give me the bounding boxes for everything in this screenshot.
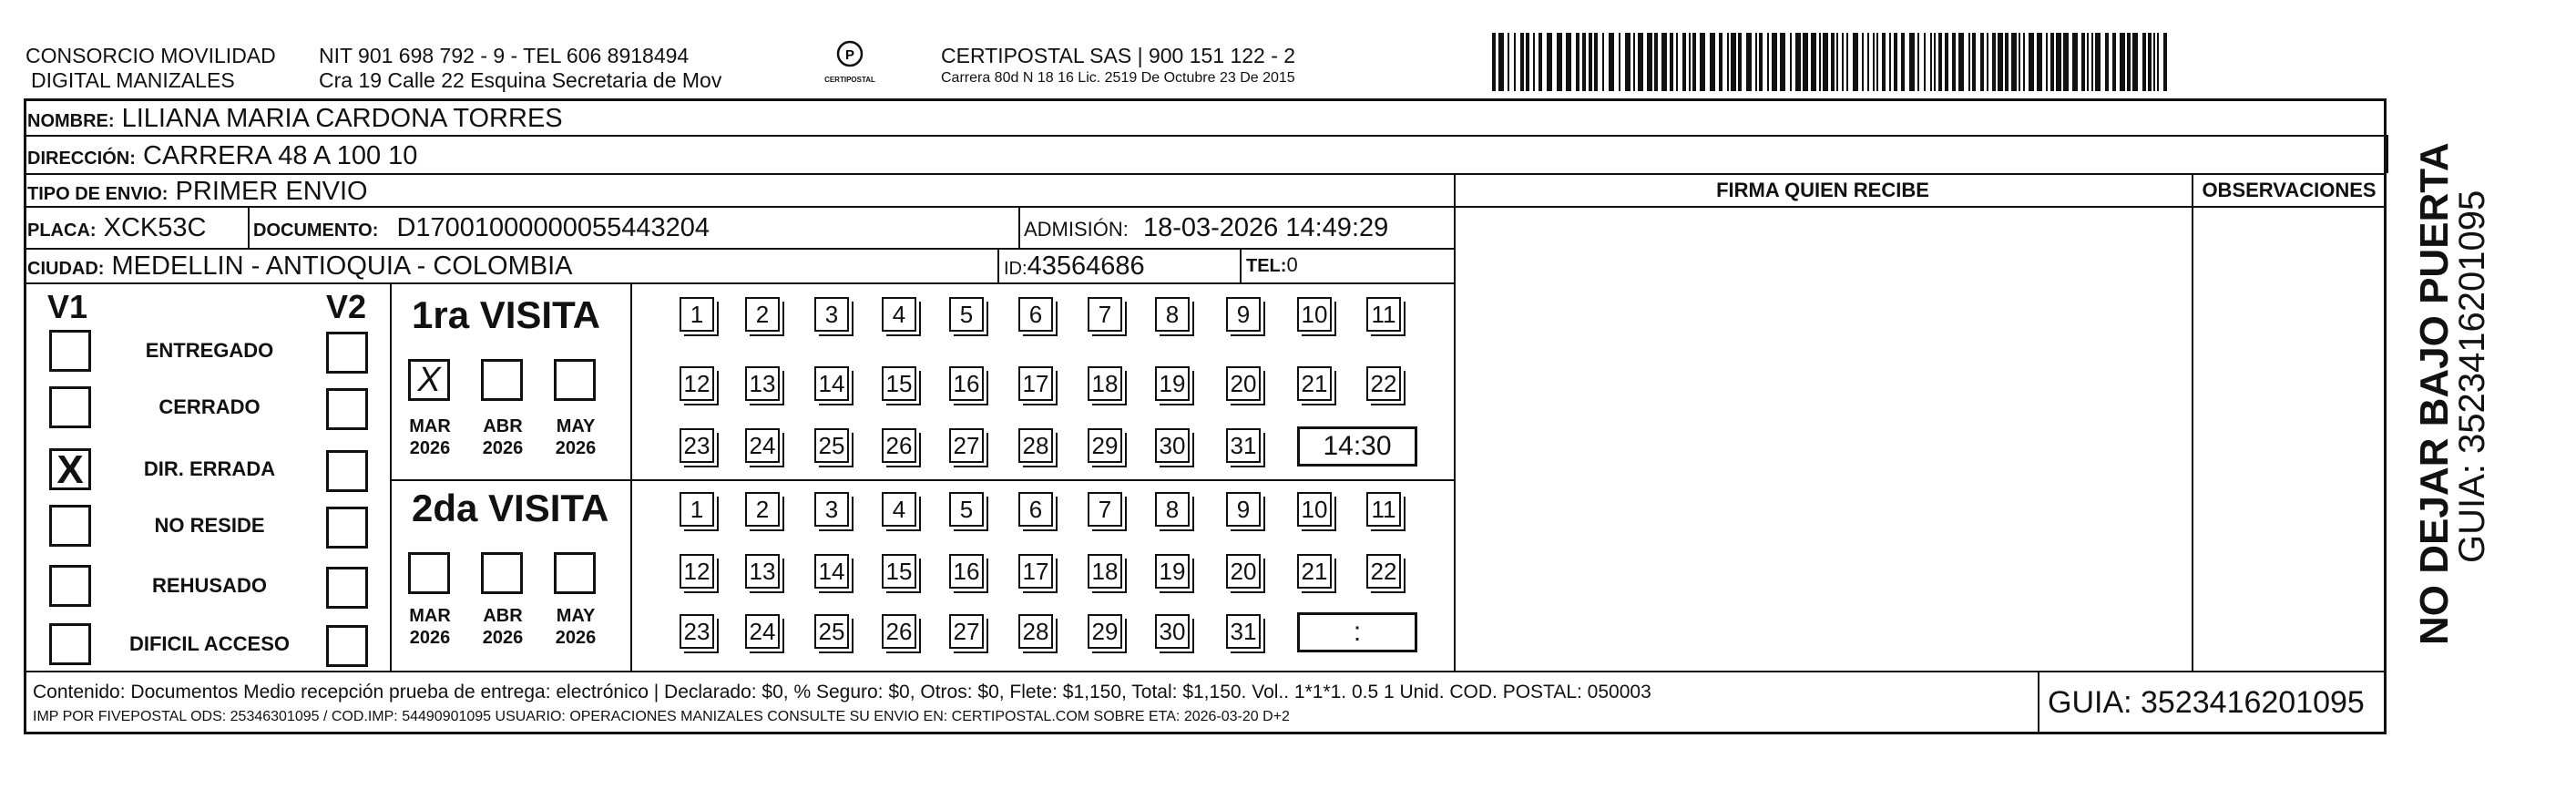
day-box[interactable]: 19 bbox=[1155, 554, 1190, 589]
day-box[interactable]: 17 bbox=[1018, 554, 1053, 589]
day-box[interactable]: 7 bbox=[1088, 492, 1122, 527]
barcode-bar bbox=[2023, 33, 2025, 91]
documento-row bbox=[253, 213, 710, 243]
barcode-bar bbox=[2081, 33, 2085, 91]
year-label: 2026 bbox=[555, 438, 597, 458]
day-box[interactable]: 31 bbox=[1226, 428, 1261, 463]
month-label: ABR bbox=[483, 606, 523, 626]
barcode-bar bbox=[1972, 33, 1976, 91]
barcode-bar bbox=[1498, 33, 1504, 91]
barcode-bar bbox=[1589, 33, 1592, 91]
second-visit-title: 2da VISITA bbox=[412, 487, 609, 529]
ciudad-label: CIUDAD: bbox=[27, 259, 105, 279]
month-year-label bbox=[403, 415, 457, 459]
day-box[interactable]: 13 bbox=[745, 554, 780, 589]
barcode-bar bbox=[1876, 33, 1878, 91]
barcode-bar bbox=[1980, 33, 1984, 91]
barcode-bar bbox=[1882, 33, 1886, 91]
day-box[interactable]: 15 bbox=[882, 554, 916, 589]
day-box[interactable]: 7 bbox=[1088, 297, 1122, 332]
v1-checkbox[interactable] bbox=[49, 330, 91, 372]
barcode-bar bbox=[1738, 33, 1742, 91]
direccion-label: DIRECCIÓN: bbox=[27, 149, 136, 169]
barcode-bar bbox=[1625, 33, 1630, 91]
barcode-bar bbox=[2072, 33, 2078, 91]
barcode-bar bbox=[1917, 33, 1919, 91]
barcode-bar bbox=[1992, 33, 1996, 91]
barcode-bar bbox=[1654, 33, 1658, 91]
observaciones-header: OBSERVACIONES bbox=[2202, 179, 2377, 201]
documento-label: DOCUMENTO: bbox=[253, 221, 379, 241]
day-box[interactable]: 19 bbox=[1155, 366, 1190, 401]
company-name bbox=[26, 44, 276, 93]
tipo-row bbox=[27, 177, 368, 207]
day-box[interactable]: 21 bbox=[1297, 366, 1332, 401]
day-box[interactable]: 9 bbox=[1226, 297, 1261, 332]
month-checkbox[interactable] bbox=[408, 359, 450, 401]
day-box[interactable]: 12 bbox=[680, 366, 714, 401]
check-mark: X bbox=[56, 447, 84, 492]
barcode-bar bbox=[1689, 33, 1691, 91]
month-label: ABR bbox=[483, 416, 523, 436]
barcode-bar bbox=[1945, 33, 1948, 91]
barcode-bar bbox=[1602, 33, 1604, 91]
day-box[interactable]: 23 bbox=[680, 428, 714, 463]
id-row bbox=[1004, 251, 1145, 282]
barcode-bar bbox=[1755, 33, 1757, 91]
barcode-bar bbox=[2087, 33, 2089, 91]
company-line-2: DIGITAL MANIZALES bbox=[31, 68, 235, 92]
month-checkbox[interactable] bbox=[481, 552, 523, 594]
day-box[interactable]: 24 bbox=[745, 428, 780, 463]
col-divider bbox=[248, 206, 250, 248]
day-box[interactable]: 26 bbox=[882, 428, 916, 463]
month-label: MAY bbox=[556, 606, 596, 626]
barcode-bar bbox=[1731, 33, 1736, 91]
barcode-bar bbox=[1492, 33, 1496, 91]
nombre-row bbox=[27, 104, 563, 134]
month-checkbox[interactable] bbox=[408, 552, 450, 594]
day-box[interactable]: 18 bbox=[1088, 554, 1122, 589]
barcode-bar bbox=[2127, 33, 2131, 91]
day-box[interactable]: 31 bbox=[1226, 614, 1261, 649]
barcode-bar bbox=[1647, 33, 1652, 91]
admision-row bbox=[1024, 213, 1388, 243]
barcode-bar bbox=[1727, 33, 1729, 91]
barcode-bar bbox=[1661, 33, 1667, 91]
day-box[interactable]: 26 bbox=[882, 614, 916, 649]
barcode-bar bbox=[1576, 33, 1579, 91]
day-box[interactable]: 17 bbox=[1018, 366, 1053, 401]
barcode-bar bbox=[2095, 33, 2101, 91]
month-checkbox[interactable] bbox=[554, 359, 596, 401]
day-box[interactable]: 22 bbox=[1366, 554, 1401, 589]
barcode-bar bbox=[1836, 33, 1838, 91]
barcode-bar bbox=[2050, 33, 2054, 91]
barcode-bar bbox=[1795, 33, 1801, 91]
month-label: MAY bbox=[556, 416, 596, 436]
tipo-label: TIPO DE ENVIO: bbox=[27, 184, 169, 204]
month-year-label bbox=[548, 605, 603, 649]
admision-value: 18-03-2026 14:49:29 bbox=[1142, 213, 1389, 242]
day-box[interactable]: 1 bbox=[680, 492, 714, 527]
col-divider bbox=[1240, 248, 1242, 282]
row-divider bbox=[24, 282, 1454, 284]
barcode-bar bbox=[1842, 33, 1844, 91]
col-divider bbox=[2387, 135, 2388, 173]
barcode-bar bbox=[2011, 33, 2017, 91]
day-box[interactable]: 3 bbox=[814, 492, 849, 527]
company-line-1: CONSORCIO MOVILIDAD bbox=[26, 44, 276, 67]
company-contact bbox=[319, 44, 721, 93]
placa-row bbox=[27, 213, 206, 243]
day-box[interactable]: 16 bbox=[949, 366, 984, 401]
year-label: 2026 bbox=[555, 628, 597, 648]
day-box[interactable]: 10 bbox=[1297, 492, 1332, 527]
status-label: CERRADO bbox=[158, 395, 261, 418]
day-box[interactable]: 2 bbox=[745, 297, 780, 332]
day-box[interactable]: 22 bbox=[1366, 366, 1401, 401]
v2-checkbox[interactable] bbox=[326, 567, 368, 609]
day-box[interactable]: 5 bbox=[949, 492, 984, 527]
day-box[interactable]: 21 bbox=[1297, 554, 1332, 589]
barcode-bar bbox=[2153, 33, 2155, 91]
firma-header: FIRMA QUIEN RECIBE bbox=[1716, 179, 1929, 201]
barcode-bar bbox=[1780, 33, 1785, 91]
barcode-bar bbox=[1803, 33, 1808, 91]
barcode-bar bbox=[1924, 33, 1926, 91]
barcode-bar bbox=[1790, 33, 1792, 91]
year-label: 2026 bbox=[409, 628, 451, 648]
barcode-bar bbox=[1930, 33, 1932, 91]
barcode-bar bbox=[1934, 33, 1936, 91]
day-box[interactable]: 27 bbox=[949, 428, 984, 463]
barcode-bar bbox=[1710, 33, 1715, 91]
barcode-bar bbox=[2132, 33, 2138, 91]
day-box[interactable]: 29 bbox=[1088, 428, 1122, 463]
barcode-bar bbox=[1998, 33, 2003, 91]
barcode-bar bbox=[2046, 33, 2048, 91]
barcode-bar bbox=[2157, 33, 2159, 91]
barcode bbox=[1490, 33, 2173, 95]
day-box[interactable]: 25 bbox=[814, 614, 849, 649]
barcode-bar bbox=[1867, 33, 1869, 91]
v1-checkbox[interactable] bbox=[49, 565, 91, 607]
time-field[interactable]: 14:30 bbox=[1297, 426, 1417, 467]
day-box[interactable]: 25 bbox=[814, 428, 849, 463]
day-box[interactable]: 30 bbox=[1155, 428, 1190, 463]
month-checkbox[interactable] bbox=[554, 552, 596, 594]
barcode-bar bbox=[1759, 33, 1763, 91]
barcode-bar bbox=[1692, 33, 1696, 91]
barcode-bar bbox=[1700, 33, 1705, 91]
day-box[interactable]: 16 bbox=[949, 554, 984, 589]
day-box[interactable]: 1 bbox=[680, 297, 714, 332]
day-box[interactable]: 14 bbox=[814, 366, 849, 401]
barcode-bar bbox=[1831, 33, 1835, 91]
day-box[interactable]: 27 bbox=[949, 614, 984, 649]
month-check-mark: X bbox=[417, 361, 441, 399]
row-divider bbox=[1454, 206, 2387, 208]
day-box[interactable]: 29 bbox=[1088, 614, 1122, 649]
barcode-bar bbox=[1958, 33, 1964, 91]
barcode-bar bbox=[1873, 33, 1875, 91]
barcode-bar bbox=[1862, 33, 1864, 91]
direccion-row bbox=[27, 141, 417, 171]
day-box[interactable]: 4 bbox=[882, 492, 916, 527]
day-box[interactable]: 20 bbox=[1226, 554, 1261, 589]
col-divider bbox=[1018, 206, 1020, 248]
barcode-bar bbox=[2019, 33, 2020, 91]
barcode-bar bbox=[1987, 33, 1988, 91]
barcode-bar bbox=[1520, 33, 1524, 91]
v1-checkbox[interactable] bbox=[49, 623, 91, 665]
barcode-bar bbox=[1619, 33, 1620, 91]
col-divider bbox=[630, 282, 632, 671]
barcode-bar bbox=[2029, 33, 2034, 91]
day-box[interactable]: 13 bbox=[745, 366, 780, 401]
row-divider bbox=[24, 671, 2387, 672]
v2-checkbox[interactable] bbox=[326, 388, 368, 430]
side-guia: GUIA: 3523416201095 bbox=[2452, 190, 2492, 563]
day-box[interactable]: 14 bbox=[814, 554, 849, 589]
id-value: 43564686 bbox=[1027, 251, 1145, 281]
month-checkbox[interactable] bbox=[481, 359, 523, 401]
day-box[interactable]: 2 bbox=[745, 492, 780, 527]
barcode-bar bbox=[1526, 33, 1529, 91]
year-label: 2026 bbox=[409, 438, 451, 458]
barcode-bar bbox=[2163, 33, 2167, 91]
year-label: 2026 bbox=[482, 628, 524, 648]
barcode-bar bbox=[1823, 33, 1828, 91]
tipo-value: PRIMER ENVIO bbox=[175, 177, 368, 206]
v2-checkbox[interactable] bbox=[326, 450, 368, 492]
svg-text:P: P bbox=[844, 47, 855, 63]
footer-guia: GUIA: 3523416201095 bbox=[2048, 685, 2365, 720]
day-box[interactable]: 12 bbox=[680, 554, 714, 589]
imp-text: IMP POR FIVEPOSTAL ODS: 25346301095 / COD.IMP: 54490901095 USUARIO: OPERACIONES MANIZALES CONSULTE SU ENVIO EN: CERTIPOSTAL.COM SOBRE ETA: 2026-03-20 D+2 bbox=[33, 709, 1290, 724]
barcode-bar bbox=[1719, 33, 1722, 91]
status-label: DIR. ERRADA bbox=[143, 457, 276, 480]
day-box[interactable]: 4 bbox=[882, 297, 916, 332]
first-visit-title: 1ra VISITA bbox=[412, 293, 600, 336]
row-divider bbox=[390, 479, 1454, 481]
v1-checkbox[interactable] bbox=[49, 448, 91, 490]
carrier-line-1: CERTIPOSTAL SAS | 900 151 122 - 2 bbox=[941, 44, 1296, 67]
row-divider bbox=[24, 173, 2387, 175]
barcode-bar bbox=[1968, 33, 1970, 91]
barcode-bar bbox=[1909, 33, 1915, 91]
v1-checkbox[interactable] bbox=[49, 386, 91, 428]
month-label: MAR bbox=[409, 416, 451, 436]
day-box[interactable]: 24 bbox=[745, 614, 780, 649]
certipostal-logo bbox=[824, 40, 875, 84]
contenido-text: Contenido: Documentos Medio recepción prueba de entrega: electrónico | Declarado: $0, % Seguro: $0, Otros: $0, Flete: $1,150, Total: $1,150. Vol.. 1*1*1. 0.5 1 Unid. COD. POSTAL: 050003 bbox=[33, 682, 1651, 703]
month-year-label bbox=[475, 605, 530, 649]
day-box[interactable]: 5 bbox=[949, 297, 984, 332]
placa-value: XCK53C bbox=[103, 213, 207, 242]
barcode-bar bbox=[1670, 33, 1673, 91]
barcode-bar bbox=[1894, 33, 1897, 91]
barcode-bar bbox=[2120, 33, 2125, 91]
barcode-bar bbox=[2005, 33, 2009, 91]
barcode-bar bbox=[1846, 33, 1848, 91]
day-box[interactable]: 28 bbox=[1018, 614, 1053, 649]
v1-checkbox[interactable] bbox=[49, 505, 91, 547]
month-year-label bbox=[403, 605, 457, 649]
status-label: ENTREGADO bbox=[145, 339, 274, 362]
row-divider bbox=[24, 135, 2387, 137]
barcode-bar bbox=[2148, 33, 2152, 91]
barcode-bar bbox=[1533, 33, 1535, 91]
day-box[interactable]: 3 bbox=[814, 297, 849, 332]
day-box[interactable]: 23 bbox=[680, 614, 714, 649]
barcode-bar bbox=[1682, 33, 1686, 91]
id-label: ID: bbox=[1004, 259, 1027, 279]
status-label: NO RESIDE bbox=[154, 514, 265, 537]
barcode-bar bbox=[1952, 33, 1956, 91]
barcode-bar bbox=[1547, 33, 1552, 91]
v2-checkbox[interactable] bbox=[326, 507, 368, 549]
barcode-bar bbox=[1594, 33, 1598, 91]
barcode-bar bbox=[2105, 33, 2109, 91]
month-year-label bbox=[475, 415, 530, 459]
day-box[interactable]: 8 bbox=[1155, 492, 1190, 527]
barcode-bar bbox=[2037, 33, 2042, 91]
col-divider bbox=[997, 248, 999, 282]
barcode-bar bbox=[1566, 33, 1571, 91]
v2-header: V2 bbox=[326, 288, 367, 325]
ciudad-value: MEDELLIN - ANTIOQUIA - COLOMBIA bbox=[111, 251, 573, 281]
barcode-bar bbox=[1514, 33, 1516, 91]
col-divider bbox=[2192, 173, 2193, 671]
col-divider bbox=[390, 282, 392, 671]
v1-header: V1 bbox=[47, 288, 88, 325]
barcode-bar bbox=[1609, 33, 1614, 91]
barcode-bar bbox=[1889, 33, 1891, 91]
barcode-bar bbox=[2063, 33, 2069, 91]
barcode-bar bbox=[2091, 33, 2093, 91]
barcode-bar bbox=[2056, 33, 2061, 91]
time-field[interactable]: : bbox=[1297, 612, 1417, 652]
day-box[interactable]: 11 bbox=[1366, 297, 1401, 332]
tel-row bbox=[1246, 253, 1298, 277]
day-box[interactable]: 20 bbox=[1226, 366, 1261, 401]
carrier-info bbox=[941, 44, 1295, 88]
barcode-bar bbox=[1853, 33, 1858, 91]
day-box[interactable]: 6 bbox=[1018, 297, 1053, 332]
barcode-bar bbox=[1746, 33, 1752, 91]
no-dejar-warning: NO DEJAR BAJO PUERTA bbox=[2412, 142, 2457, 645]
nombre-value: LILIANA MARIA CARDONA TORRES bbox=[121, 104, 563, 133]
month-label: MAR bbox=[409, 606, 451, 626]
day-box[interactable]: 15 bbox=[882, 366, 916, 401]
day-box[interactable]: 18 bbox=[1088, 366, 1122, 401]
barcode-bar bbox=[1772, 33, 1777, 91]
day-box[interactable]: 30 bbox=[1155, 614, 1190, 649]
v2-checkbox[interactable] bbox=[326, 332, 368, 374]
barcode-bar bbox=[1638, 33, 1643, 91]
admision-label: ADMISIÓN: bbox=[1024, 218, 1129, 241]
nombre-label: NOMBRE: bbox=[27, 111, 115, 131]
barcode-bar bbox=[1819, 33, 1821, 91]
direccion-value: CARRERA 48 A 100 10 bbox=[142, 141, 418, 170]
col-divider bbox=[1454, 173, 1456, 671]
barcode-bar bbox=[1811, 33, 1816, 91]
day-box[interactable]: 11 bbox=[1366, 492, 1401, 527]
month-year-label bbox=[548, 415, 603, 459]
barcode-bar bbox=[1676, 33, 1678, 91]
documento-value: D17001000000055443204 bbox=[396, 213, 710, 242]
barcode-bar bbox=[1938, 33, 1942, 91]
status-label: DIFICIL ACCESO bbox=[128, 632, 290, 655]
carrier-line-2: Carrera 80d N 18 16 Lic. 2519 De Octubre 23 De 2015 bbox=[941, 70, 1295, 86]
barcode-bar bbox=[1901, 33, 1905, 91]
logo-text: CERTIPOSTAL bbox=[824, 76, 875, 84]
barcode-bar bbox=[1557, 33, 1562, 91]
v2-checkbox[interactable] bbox=[326, 625, 368, 667]
barcode-bar bbox=[2142, 33, 2146, 91]
day-box[interactable]: 6 bbox=[1018, 492, 1053, 527]
address-line: Cra 19 Calle 22 Esquina Secretaria de Mov bbox=[319, 68, 722, 92]
barcode-bar bbox=[1582, 33, 1586, 91]
col-divider bbox=[2038, 671, 2039, 734]
status-label: REHUSADO bbox=[152, 574, 267, 597]
barcode-bar bbox=[1633, 33, 1635, 91]
day-box[interactable]: 28 bbox=[1018, 428, 1053, 463]
barcode-bar bbox=[1508, 33, 1509, 91]
day-box[interactable]: 10 bbox=[1297, 297, 1332, 332]
placa-label: PLACA: bbox=[27, 221, 97, 241]
barcode-bar bbox=[1767, 33, 1769, 91]
year-label: 2026 bbox=[482, 438, 524, 458]
nit-line: NIT 901 698 792 - 9 - TEL 606 8918494 bbox=[319, 44, 690, 67]
barcode-bar bbox=[2112, 33, 2116, 91]
day-box[interactable]: 9 bbox=[1226, 492, 1261, 527]
barcode-bar bbox=[1538, 33, 1542, 91]
logo-icon bbox=[832, 40, 868, 71]
tel-value: 0 bbox=[1286, 253, 1298, 276]
day-box[interactable]: 8 bbox=[1155, 297, 1190, 332]
ciudad-row bbox=[27, 251, 573, 282]
tel-label: TEL: bbox=[1246, 256, 1287, 276]
